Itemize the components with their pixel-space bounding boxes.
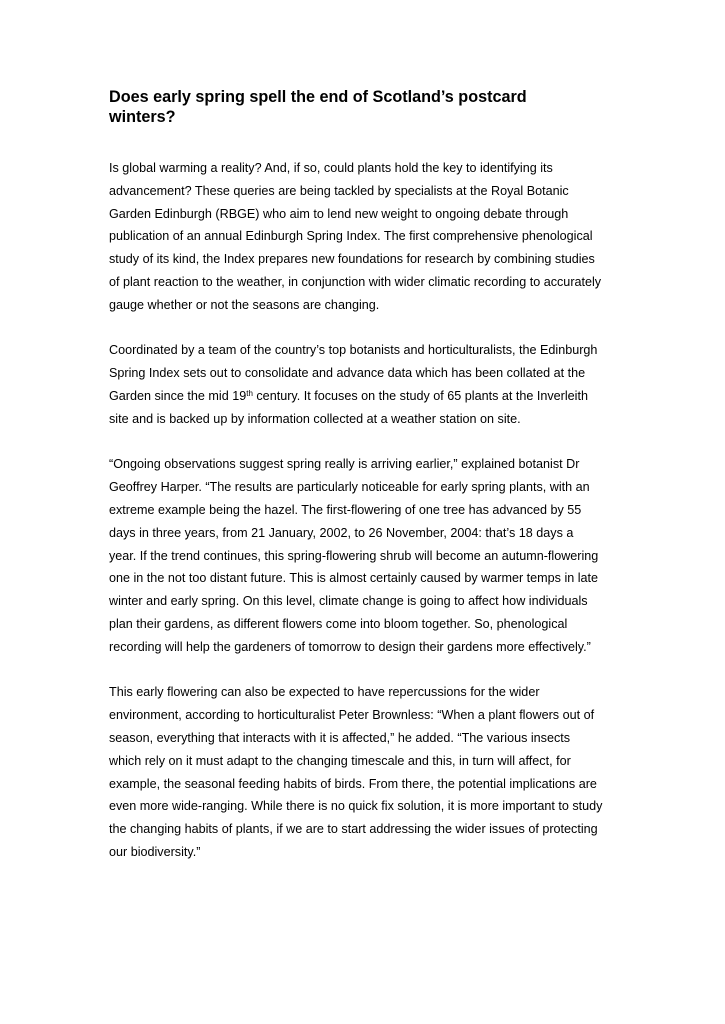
- paragraph-intro: Is global warming a reality? And, if so, could plants hold the key to identifying its advancement? These queries are being tackled by specialists at the Royal Botanic Garden Edinburgh (RBGE) who aim to lend new weight to ongoing debate through publication of an annual Edinburgh Spring Index. The first comprehensive phenological study of its kind, the Index prepares new foundations for research by combining studies of plant reaction to the weather, in conjunction with wider climatic recording to accurately gauge whether or not the seasons are changing.: [109, 161, 602, 312]
- document-page: [109, 87, 624, 864]
- paragraph-harper-quote: “Ongoing observations suggest spring really is arriving earlier,” explained botanist Dr Geoffrey Harper. “The results are particularly noticeable for early spring plants, with an extreme example being the hazel. The first-flowering of one tree has advanced by 55 days in three years, from 21 January, 2002, to 26 November, 2004: that’s 18 days a year. If the trend continues, this spring-flowering shrub will become an autumn-flowering one in the not too distant future. This is almost certainly caused by warmer temps in late winter and early spring. On this level, climate change is going to affect how individuals plan their gardens, as different flowers come into bloom together. So, phenological recording will help the gardeners of tomorrow to design their gardens more effectively.”: [109, 457, 599, 654]
- ordinal-superscript: th: [246, 388, 253, 398]
- paragraph-brownless-quote: This early flowering can also be expected to have repercussions for the wider environment, according to horticulturalist Peter Brownless: “When a plant flowers out of season, everything that interacts with it is affected,” he added. “The various insects which rely on it must adapt to the changing timescale and this, in turn will affect, for example, the seasonal feeding habits of birds. From there, the potential implications are even more wide-ranging. While there is no quick fix solution, it is more important to study the changing habits of plants, if we are to start addressing the wider issues of protecting our biodiversity.”: [109, 685, 603, 859]
- paragraph-spring-index-text-start: Coordinated by a team of the country’s top botanists and horticulturalists, the Edinburgh Spring Index sets out to consolidate and advance data which has been collated at the Garden since the mid 19: [109, 343, 598, 403]
- article-title: Does early spring spell the end of Scotland’s postcard winters?: [109, 88, 527, 126]
- paragraph-spring-index-text-end: century. It focuses on the study of 65 plants at the Inverleith site and is backed up by information collected at a weather station on site.: [109, 388, 588, 426]
- paragraph-spring-index: [109, 339, 604, 430]
